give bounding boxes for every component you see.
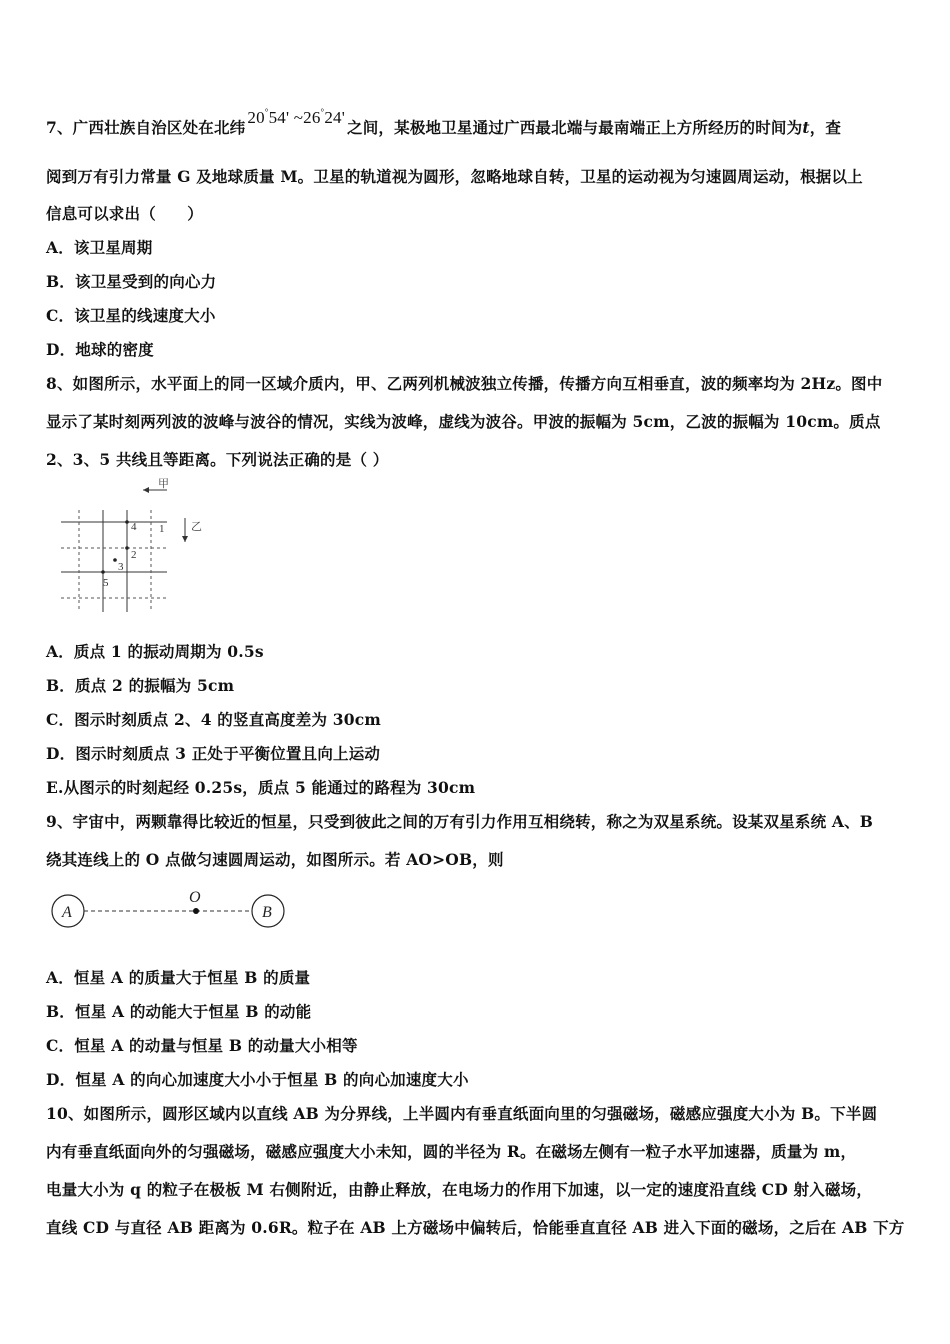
- q9-line2: 绕其连线上的 O 点做匀速圆周运动，如图所示。若 AO>OB，则: [46, 850, 504, 869]
- q7-line1: [46, 107, 842, 138]
- q10-line2: 内有垂直纸面向外的匀强磁场，磁感应强度大小未知，圆的半径为 R。在磁场左侧有一粒子水平加速器，质量为 m，: [46, 1142, 857, 1161]
- point-2-dot: [125, 546, 129, 550]
- binary-star-figure: [48, 884, 298, 934]
- q8-line1: 8、如图所示，水平面上的同一区域介质内，甲、乙两列机械波独立传播，传播方向互相垂直，波的频率均为 2Hz。图中: [46, 374, 883, 393]
- q7-option-a: A．该卫星周期: [46, 238, 153, 257]
- deg-b: °: [320, 107, 325, 117]
- q7-line3: 信息可以求出（ ）: [46, 204, 204, 223]
- point-5-label: 5: [103, 577, 109, 589]
- yi-arrow-head: [182, 536, 188, 542]
- q8-line2: 显示了某时刻两列波的波峰与波谷的情况，实线为波峰，虚线为波谷。甲波的振幅为 5cm，乙波的振幅为 10cm。质点: [46, 412, 881, 431]
- center-o-dot: [193, 908, 199, 914]
- q8-option-e: E.从图示的时刻起经 0.25s，质点 5 能通过的路程为 30cm: [46, 778, 476, 797]
- q8-line3: 2、3、5 共线且等距离。下列说法正确的是（ ）: [46, 450, 389, 469]
- jia-arrow-head: [143, 487, 149, 493]
- q8-option-d: D．图示时刻质点 3 正处于平衡位置且向上运动: [46, 744, 381, 763]
- q7-option-b: B．该卫星受到的向心力: [46, 272, 217, 291]
- point-4-label: 4: [131, 521, 137, 533]
- q7-option-d: D．地球的密度: [46, 340, 154, 359]
- wave-grid-figure: [55, 478, 215, 618]
- q9-option-d: D．恒星 A 的向心加速度大小小于恒星 B 的向心加速度大小: [46, 1070, 469, 1089]
- point-3-label: 3: [118, 561, 124, 573]
- q9-option-c: C．恒星 A 的动量与恒星 B 的动量大小相等: [46, 1036, 358, 1055]
- q9-option-b: B．恒星 A 的动能大于恒星 B 的动能: [46, 1002, 312, 1021]
- var-t: t: [802, 118, 810, 137]
- star-a-label: A: [62, 904, 72, 921]
- q8-option-a: A．质点 1 的振动周期为 0.5s: [46, 642, 264, 661]
- lat-a: 20: [247, 108, 265, 127]
- star-b-label: B: [262, 904, 272, 921]
- q10-line3: 电量大小为 q 的粒子在极板 M 右侧附近，由静止释放，在电场力的作用下加速，以一定的速度沿直线 CD 射入磁场，: [46, 1180, 873, 1199]
- lat-b: 54' ~26: [268, 108, 321, 127]
- point-2-label: 2: [131, 549, 137, 561]
- q10-line1: 10、如图所示，圆形区域内以直线 AB 为分界线，上半圆内有垂直纸面向里的匀强磁场，磁感应强度大小为 B。下半圆: [46, 1104, 878, 1123]
- q8-option-b: B．质点 2 的振幅为 5cm: [46, 676, 235, 695]
- point-4-dot: [125, 520, 129, 524]
- point-1-label: 1: [159, 523, 165, 535]
- yi-label: 乙: [191, 521, 202, 533]
- center-o-label: O: [189, 889, 201, 906]
- q7-line1-middle: 之间，某极地卫星通过广西最北端与最南端正上方所经历的时间为: [347, 118, 803, 137]
- q7-line1-end: ，查: [809, 118, 842, 137]
- q9-line1: 9、宇宙中，两颗靠得比较近的恒星，只受到彼此之间的万有引力作用互相绕转，称之为双星系统。设某双星系统 A、B: [46, 812, 874, 831]
- q10-line4: 直线 CD 与直径 AB 距离为 0.6R。粒子在 AB 上方磁场中偏转后，恰能垂直直径 AB 进入下面的磁场，之后在 AB 下方: [46, 1218, 905, 1237]
- deg-a: °: [264, 107, 269, 117]
- point-3-dot: [113, 558, 117, 562]
- q9-option-a: A．恒星 A 的质量大于恒星 B 的质量: [46, 968, 311, 987]
- q7-option-c: C．该卫星的线速度大小: [46, 306, 216, 325]
- q7-latitude-range: [247, 108, 345, 128]
- q7-line2: 阅到万有引力常量 G 及地球质量 M。卫星的轨道视为圆形，忽略地球自转，卫星的运动视为匀速圆周运动，根据以上: [46, 167, 863, 186]
- point-5-dot: [101, 570, 105, 574]
- q8-option-c: C．图示时刻质点 2、4 的竖直高度差为 30cm: [46, 710, 382, 729]
- lat-c: 24': [324, 108, 346, 127]
- jia-label: 甲: [158, 478, 169, 490]
- q7-line1-prefix: 7、广西壮族自治区处在北纬: [46, 118, 246, 137]
